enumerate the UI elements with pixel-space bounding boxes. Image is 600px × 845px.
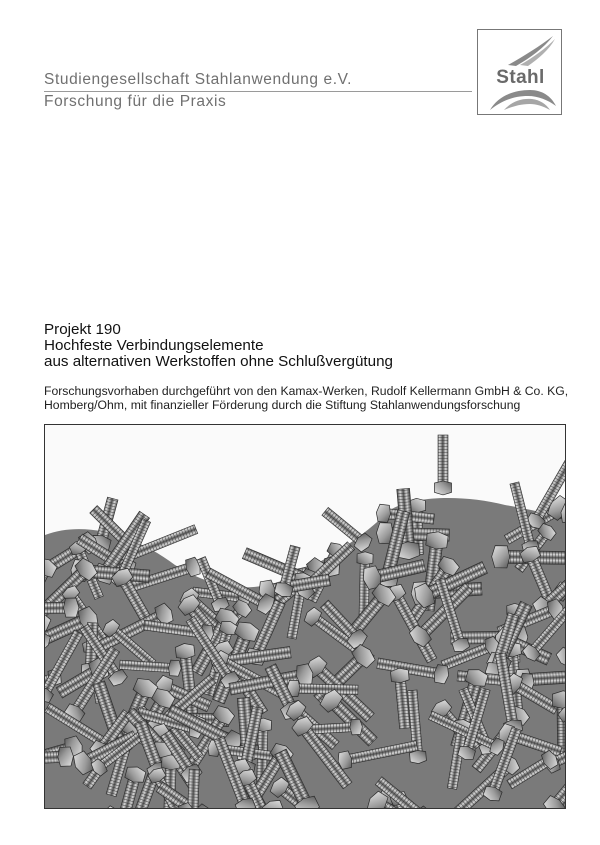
description-line2: Homberg/Ohm, mit finanzieller Förderung durch die Stiftung Stahlanwendungsforschung — [44, 398, 521, 412]
pile-of-hex-bolts-image — [44, 424, 566, 809]
header-org-name: Studiengesellschaft Stahlanwendung e.V. — [44, 71, 353, 88]
project-description — [44, 384, 569, 412]
logo-text: Stahl — [496, 67, 545, 88]
header-divider — [44, 91, 472, 92]
description-line1: Forschungsvorhaben durchgeführt von den Kamax-Werken, Rudolf Kellermann GmbH & Co. KG, — [44, 384, 569, 398]
stahl-logo — [477, 29, 562, 115]
header-tagline: Forschung für die Praxis — [44, 93, 227, 110]
project-title-line1: Hochfeste Verbindungselemente — [44, 337, 264, 354]
project-number: Projekt 190 — [44, 321, 121, 338]
project-title-line2: aus alternativen Werkstoffen ohne Schlußvergütung — [44, 353, 393, 370]
title-block — [44, 322, 574, 370]
